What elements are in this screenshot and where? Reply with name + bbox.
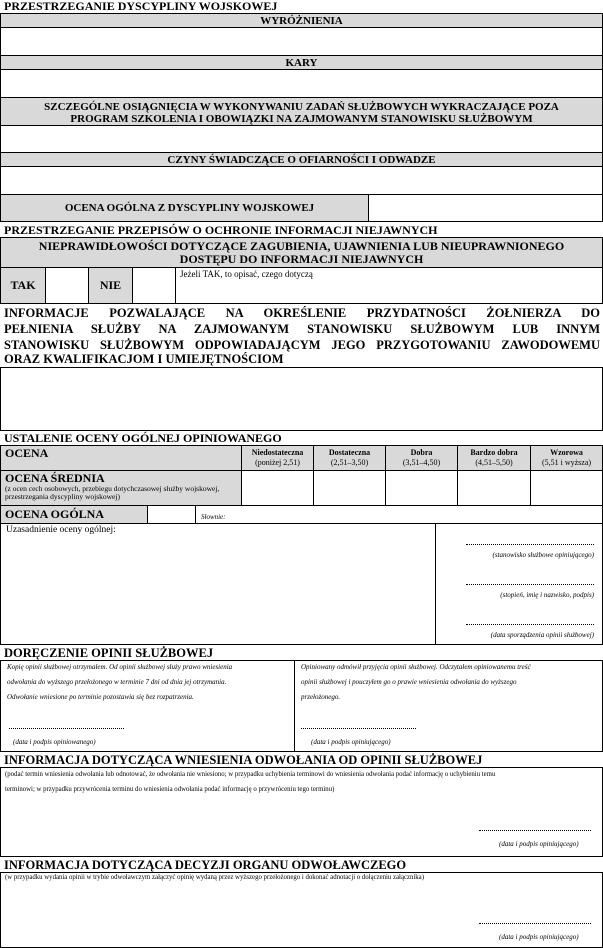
sig-date-caption: (data sporządzenia opinii służbowej) <box>490 631 594 639</box>
delivery-right-line-2: opinii służbowej i pouczyłem go o prawie wniesienia odwołania do wyższego <box>301 678 517 686</box>
suitability-field[interactable] <box>0 367 603 431</box>
grade-average-cell-3[interactable] <box>385 470 458 506</box>
grade-average-cell-1[interactable] <box>241 470 314 506</box>
grade-col-1-range: (poniżej 2,51) <box>255 458 300 467</box>
justification-field[interactable] <box>0 523 436 645</box>
distinctions-header: WYRÓŻNIENIA <box>0 13 603 28</box>
yes-checkbox[interactable] <box>45 267 89 304</box>
appeal-sig-line[interactable] <box>479 830 591 831</box>
grade-col-5-name: Wzorowa <box>550 448 583 457</box>
irregularities-line-2: DOSTĘPU DO INFORMACJI NIEJAWNYCH <box>179 252 424 266</box>
delivery-title: DORĘCZENIE OPINII SŁUŻBOWEJ <box>4 646 214 660</box>
grade-average-text: OCENA ŚREDNIA <box>5 471 105 485</box>
decision-sig-line[interactable] <box>479 923 591 924</box>
grade-col-3 <box>385 445 458 471</box>
yes-description-hint: Jeżeli TAK, to opisać, czego dotyczą <box>180 269 313 279</box>
yes-description-field[interactable] <box>175 267 603 304</box>
penalties-field[interactable] <box>0 69 603 98</box>
sig-date-line[interactable] <box>466 624 594 625</box>
appeal-note-1: (podać termin wniesienia odwołania lub odnotować, że odwołania nie wniesiono; w przypadku uchybienia terminowi do wniesienia odwołania podać informację o uchybieniu temu <box>5 771 496 778</box>
delivery-right-sig-caption: (data i podpis opiniującego) <box>311 738 391 746</box>
no-label: NIE <box>88 267 133 304</box>
grade-ocena-header: OCENA <box>0 445 242 471</box>
sig-position-caption: (stanowisko służbowe opiniującego) <box>492 551 594 559</box>
achievements-line-2: PROGRAM SZKOLENIA I OBOWIĄZKI NA ZAJMOWANYM STANOWISKU SŁUŻBOWYM <box>70 113 533 125</box>
grade-average-cell-2[interactable] <box>313 470 386 506</box>
grade-average-cell-5[interactable] <box>530 470 603 506</box>
decision-box[interactable] <box>0 872 603 948</box>
overall-discipline-label <box>0 194 369 222</box>
irregularities-line-1: NIEPRAWIDŁOWOŚCI DOTYCZĄCE ZAGUBIENIA, UJAWNIENIA LUB NIEUPRAWNIONEGO <box>38 239 565 253</box>
grade-col-2 <box>313 445 386 471</box>
delivery-left-sig-caption: (data i podpis opiniowanego) <box>13 738 96 746</box>
delivery-right-line-3: przełożonego. <box>301 693 341 701</box>
appeal-sig-caption: (data i podpis opiniującego) <box>499 840 579 848</box>
suitability-line-1: INFORMACJE POZWALAJĄCE NA OKREŚLENIE PRZYDATNOŚCI ŻOŁNIERZA DO <box>4 306 600 320</box>
grade-col-4-range: (4,51–5,50) <box>475 458 513 467</box>
grade-overall-value[interactable] <box>147 505 196 524</box>
appeal-box[interactable] <box>0 767 603 857</box>
classified-title: PRZESTRZEGANIE PRZEPISÓW O OCHRONIE INFORMACJI NIEJAWNYCH <box>4 223 438 237</box>
delivery-left-line-2: odwołania do wyższego przełożonego w terminie 7 dni od dnia jej otrzymania. <box>7 678 227 686</box>
sacrifice-header: CZYNY ŚWIADCZĄCE O OFIARNOŚCI I ODWADZE <box>0 152 603 167</box>
achievements-field[interactable] <box>0 125 603 153</box>
delivery-left-line-1: Kopię opinii służbowej otrzymałem. Od opinii służbowej służy prawo wniesienia <box>7 663 233 671</box>
irregularities-header <box>0 237 603 268</box>
grade-col-5-range: (5,51 i wyższa) <box>541 458 592 467</box>
grade-col-4 <box>457 445 531 471</box>
grade-title: USTALENIE OCENY OGÓLNEJ OPINIOWANEGO <box>4 431 282 445</box>
overall-discipline-text: OCENA OGÓLNA Z DYSCYPLINY WOJSKOWEJ <box>64 202 315 214</box>
decision-title: INFORMACJA DOTYCZĄCA DECYZJI ORGANU ODWOŁAWCZEGO <box>4 858 407 872</box>
grade-col-2-name: Dostateczna <box>328 448 371 457</box>
grade-col-3-range: (3,51–4,50) <box>402 458 441 467</box>
penalties-header: KARY <box>0 55 603 70</box>
suitability-line-3: STANOWISKU SŁUŻBOWYM ODPOWIADAJĄCYM JEGO PRZYGOTOWANIU ZAWODOWEMU <box>4 338 600 352</box>
grade-col-5 <box>530 445 603 471</box>
distinctions-field[interactable] <box>0 27 603 56</box>
decision-note: (w przypadku wydania opinii w trybie odwoławczym załączyć opinię wydaną przez wyższego przełożonego i dokonać adnotacji o dołączeniu załącznika) <box>5 874 424 881</box>
achievements-header <box>0 97 603 126</box>
grade-overall-label: OCENA OGÓLNA <box>0 505 148 524</box>
suitability-line-2: PEŁNIENIA SŁUŻBY NA ZAJMOWANYM STANOWISKU SŁUŻBOWYM LUB INNYM <box>4 322 600 336</box>
sacrifice-field[interactable] <box>0 166 603 195</box>
grade-col-3-name: Dobra <box>410 448 433 457</box>
suitability-line-4: ORAZ KWALIFIKACJOM I UMIEJĘTNOŚCIOM <box>4 352 284 366</box>
grade-col-4-name: Bardzo dobra <box>470 448 518 457</box>
delivery-left-box <box>0 660 295 752</box>
grade-average-label <box>0 470 242 506</box>
sig-position-line[interactable] <box>466 544 594 545</box>
no-checkbox[interactable] <box>132 267 176 304</box>
yes-label: TAK <box>0 267 46 304</box>
grade-col-1 <box>241 445 314 471</box>
signature-block <box>435 523 603 645</box>
discipline-title: PRZESTRZEGANIE DYSCYPLINY WOJSKOWEJ <box>4 0 278 13</box>
appeal-title: INFORMACJA DOTYCZĄCA WNIESIENIA ODWOŁANIA OD OPINII SŁUŻBOWEJ <box>4 753 483 767</box>
delivery-left-line-3: Odwołanie wniesione po terminie pozostawia się bez rozpatrzenia. <box>7 693 194 701</box>
grade-in-words-label: Słownie: <box>201 513 226 521</box>
grade-col-1-name: Niedostateczna <box>251 448 304 457</box>
grade-in-words-field[interactable] <box>195 505 603 524</box>
sig-rank-caption: (stopień, imię i nazwisko, podpis) <box>500 591 594 599</box>
sig-rank-line[interactable] <box>466 584 594 585</box>
grade-average-note-2: przestrzegania dyscypliny wojskowej) <box>5 492 120 501</box>
delivery-right-line-1: Opiniowany odmówił przyjęcia opinii służbowej. Odczytałem opiniowanemu treść <box>301 663 531 671</box>
delivery-left-sig-line[interactable] <box>9 728 124 729</box>
justification-label: Uzasadnienie oceny ogólnej: <box>6 525 116 535</box>
appeal-note-2: terminowi; w przypadku przywrócenia terminu do wniesienia odwołania podać informację o przywróceniu tego terminu) <box>5 786 335 793</box>
grade-average-cell-4[interactable] <box>457 470 531 506</box>
achievements-line-1: SZCZEGÓLNE OSIĄGNIĘCIA W WYKONYWANIU ZADAŃ SŁUŻBOWYCH WYKRACZAJĄCE POZA <box>44 101 559 113</box>
decision-sig-caption: (data i podpis opiniującego) <box>499 933 579 941</box>
delivery-right-box <box>294 660 603 752</box>
grade-col-2-range: (2,51–3,50) <box>330 458 369 467</box>
suitability-title <box>4 305 600 366</box>
delivery-right-sig-line[interactable] <box>301 728 416 729</box>
grade-average-note-1: (z ocen cech osobowych, przebiegu dotychczasowej służby wojskowej, <box>5 484 220 493</box>
overall-discipline-field[interactable] <box>368 194 603 222</box>
